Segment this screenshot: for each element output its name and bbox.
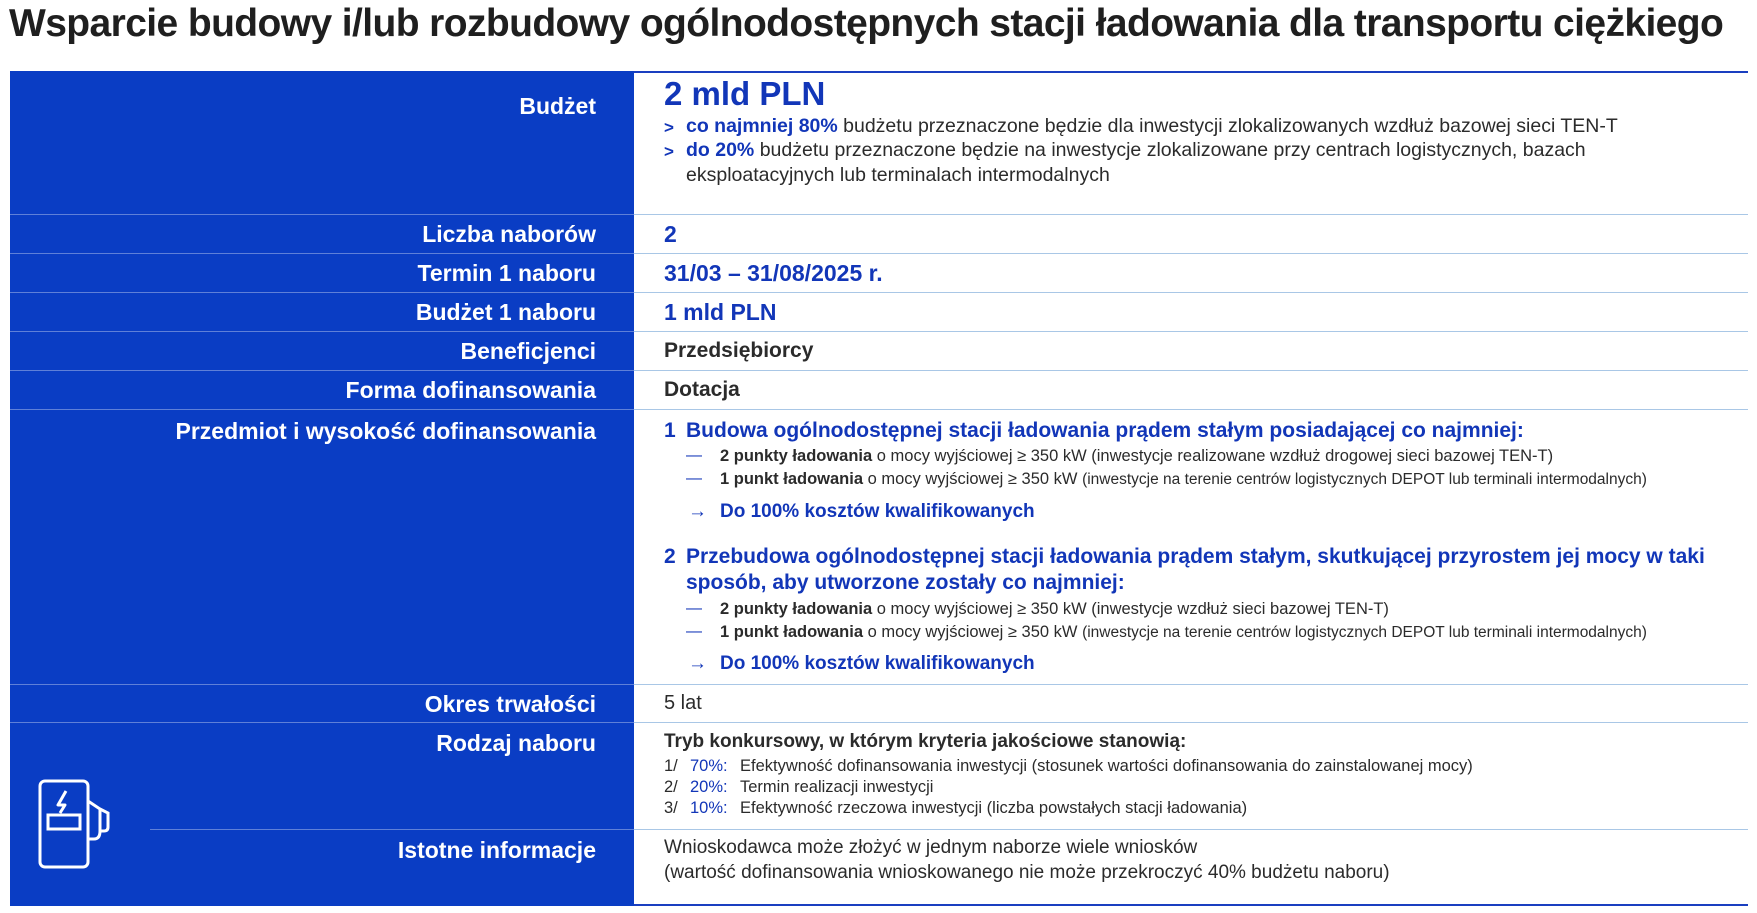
istotne-line: (wartość dofinansowania wnioskowanego nie może przekroczyć 40% budżetu naboru) <box>664 862 1390 883</box>
budget-bullet-continuation: eksploatacyjnych lub terminalach intermodalnych <box>686 164 1110 186</box>
criterion: 1/ 70%: Efektywność dofinansowania inwestycji (stosunek wartości dofinansowania do zainstalowanej mocy) <box>664 757 1473 775</box>
dash-icon: — <box>686 470 702 487</box>
forma-value: Dotacja <box>664 378 740 401</box>
info-table <box>10 71 1748 906</box>
label-termin-naboru: Termin 1 naboru <box>417 260 596 286</box>
okres-value: 5 lat <box>664 692 702 714</box>
table-top-border <box>634 71 1748 73</box>
item-number: 1 <box>664 419 676 442</box>
label-budzet-naboru: Budżet 1 naboru <box>415 299 596 325</box>
istotne-line: Wnioskodawca może złożyć w jednym naborze wiele wniosków <box>664 837 1198 858</box>
rodzaj-heading: Tryb konkursowy, w którym kryteria jakościowe stanowią: <box>664 731 1187 752</box>
arrow-right-icon: → <box>688 653 707 674</box>
page-title: Wsparcie budowy i/lub rozbudowy ogólnodostępnych stacji ładowania dla transportu ciężkiego <box>9 2 1724 45</box>
item-heading: Budowa ogólnodostępnej stacji ładowania prądem stałym posiadającej co najmniej: <box>686 419 1524 442</box>
criterion: 2/ 20%: Termin realizacji inwestycji <box>664 778 934 796</box>
item-number: 2 <box>664 545 676 568</box>
row-divider <box>10 253 634 254</box>
label-beneficjenci: Beneficjenci <box>460 338 596 364</box>
termin-naboru-value: 31/03 – 31/08/2025 r. <box>664 260 883 286</box>
item-sub: 2 punkty ładowania o mocy wyjściowej ≥ 350 kW (inwestycje realizowane wzdłuż drogowej sieci bazowej TEN-T) <box>720 447 1554 465</box>
beneficjenci-value: Przedsiębiorcy <box>664 339 814 362</box>
label-okres: Okres trwałości <box>424 691 596 717</box>
row-divider <box>10 409 634 410</box>
item-sub: 1 punkt ładowania o mocy wyjściowej ≥ 350 kW (inwestycje na terenie centrów logistycznych DEPOT lub terminali intermodalnych) <box>720 470 1647 488</box>
row-divider <box>634 253 1748 254</box>
item-heading-continuation: sposób, aby utworzone zostały co najmniej: <box>686 571 1125 594</box>
label-przedmiot: Przedmiot i wysokość dofinansowania <box>175 418 596 444</box>
label-istotne: Istotne informacje <box>397 837 596 863</box>
row-divider <box>634 829 1748 830</box>
criterion: 3/ 10%: Efektywność rzeczowa inwestycji (liczba powstałych stacji ładowania) <box>664 799 1248 817</box>
row-divider <box>10 331 634 332</box>
row-divider <box>634 331 1748 332</box>
dash-icon: — <box>686 600 702 617</box>
label-forma: Forma dofinansowania <box>345 377 596 403</box>
item-sub: 1 punkt ładowania o mocy wyjściowej ≥ 350 kW (inwestycje na terenie centrów logistycznych DEPOT lub terminali intermodalnych) <box>720 623 1647 641</box>
row-divider <box>10 684 634 685</box>
label-liczba-naborow: Liczba naborów <box>422 221 596 247</box>
budzet-naboru-value: 1 mld PLN <box>664 299 777 325</box>
arrow-text: Do 100% kosztów kwalifikowanych <box>720 501 1035 522</box>
ev-charging-station-icon <box>38 779 116 871</box>
dash-icon: — <box>686 623 702 640</box>
arrow-right-icon: → <box>688 501 707 522</box>
row-divider <box>634 292 1748 293</box>
row-divider <box>634 722 1748 723</box>
budget-bullet: do 20% budżetu przeznaczone będzie na inwestycje zlokalizowane przy centrach logistycznych, bazach <box>686 139 1586 161</box>
row-divider <box>150 829 634 830</box>
row-divider <box>634 214 1748 215</box>
row-divider <box>634 409 1748 410</box>
dash-icon: — <box>686 447 702 464</box>
table-bottom-border <box>634 904 1748 906</box>
chevron-right-icon: > <box>664 118 674 137</box>
row-divider <box>634 684 1748 685</box>
row-divider <box>634 370 1748 371</box>
chevron-right-icon: > <box>664 142 674 161</box>
row-divider <box>10 722 634 723</box>
arrow-text: Do 100% kosztów kwalifikowanych <box>720 653 1035 674</box>
row-divider <box>10 214 634 215</box>
label-rodzaj: Rodzaj naboru <box>436 730 596 756</box>
row-divider <box>10 370 634 371</box>
budget-value: 2 mld PLN <box>664 75 826 112</box>
item-heading: Przebudowa ogólnodostępnej stacji ładowania prądem stałym, skutkującej przyrostem jej mocy w taki <box>686 545 1705 568</box>
liczba-naborow-value: 2 <box>664 221 677 247</box>
label-budzet: Budżet <box>519 93 596 119</box>
item-sub: 2 punkty ładowania o mocy wyjściowej ≥ 350 kW (inwestycje wzdłuż sieci bazowej TEN-T) <box>720 600 1389 618</box>
row-divider <box>10 292 634 293</box>
budget-bullet: co najmniej 80% budżetu przeznaczone będzie dla inwestycji zlokalizowanych wzdłuż bazowej sieci TEN-T <box>686 115 1618 137</box>
